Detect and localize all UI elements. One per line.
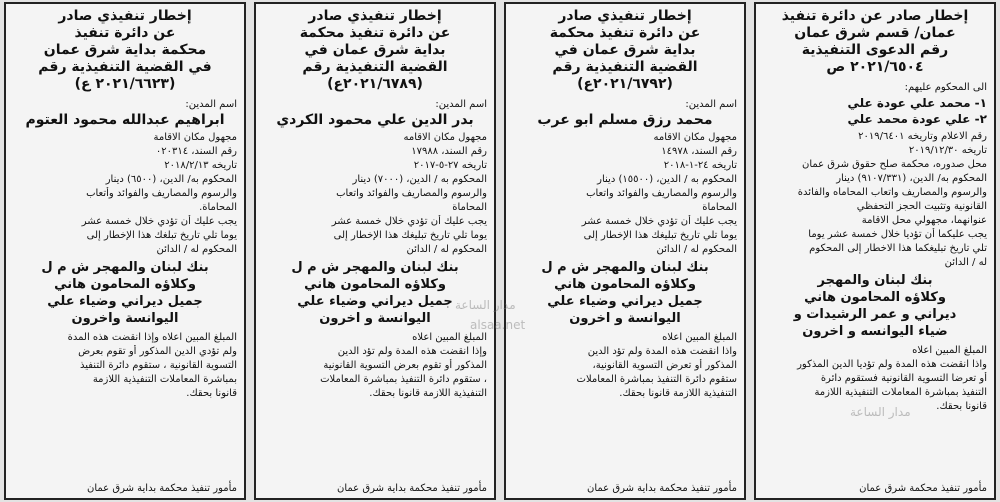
notice-footer: مأمور تنفيذ محكمة بداية شرق عمان: [337, 483, 487, 494]
debtor-name: بدر الدين علي محمود الكردي: [276, 112, 474, 128]
info-line: تاريخه ٢٤-١-٢٠١٨: [663, 160, 737, 171]
debtor-label: اسم المدين:: [435, 99, 487, 110]
respondent-item: ٢- علي عودة محمد علي: [847, 112, 987, 126]
deadline-paragraph: يجب عليك أن تؤدي خلال خمسة عشر يوما تلي تاريخ تبليغك هذا الإخطار إلى المحكوم له / الدائن: [581, 216, 737, 255]
info-line: تاريخه ٢٠١٨/٢/١٣: [164, 160, 237, 171]
notice-footer: مأمور تنفيذ محكمة بداية شرق عمان: [87, 483, 237, 494]
deadline-paragraph: يجب عليكما أن تؤديا خلال خمسة عشر يوما تلي تاريخ تبليغكما هذا الاخطار إلى المحكوم له / الدائن: [808, 229, 987, 268]
info-line: رقم السند، ٠٢٠٣١٤: [155, 146, 237, 157]
info-line: المحكوم به / الدين، (٧٠٠٠) دينار: [352, 174, 487, 185]
creditor-block: بنك لبنان والمهجر ش م ل وكلاؤه المحامون هاني جميل ديراني وضياء علي اليوانسة واخرون: [41, 260, 209, 326]
fees-paragraph: والرسوم والمصاريف والفوائد وأتعاب المحاماة.: [86, 188, 237, 213]
fees-paragraph: والرسوم والمصاريف واتعاب المحاماه والفائدة القانونية وتثبيت الحجز التحفظي عنوانهما، مجهولي محل الاقامة: [797, 187, 987, 226]
debtor-label: اسم المدين:: [185, 99, 237, 110]
debtor-label: اسم المدين:: [685, 99, 737, 110]
notice-title: إخطار تنفيذي صادر عن دائرة تنفيذ محكمة بداية شرق عمان في القضية التنفيذية رقم (٢٠٢١/٦٦٢٣ ع): [38, 8, 212, 92]
watermark-logo-text: مدار الساعة: [455, 298, 516, 312]
info-line: المحكوم به/ الدين، (٦٥٠٠) دينار: [105, 174, 237, 185]
notice-footer: مأمور تنفيذ محكمة بداية شرق عمان: [587, 483, 737, 494]
notice-east-amman-6504: [754, 2, 996, 500]
info-line: مجهول مكان الاقامه: [403, 132, 487, 143]
respondents-list: [763, 95, 987, 127]
deadline-paragraph: يجب عليك أن تؤدي خلال خمسة عشر يوما تلي تاريخ تبليغك هذا الإخطار إلى المحكوم له / الدائن: [331, 216, 487, 255]
info-line: رقم السند، ١٤٩٧٨: [661, 146, 737, 157]
creditor-block: بنك لبنان والمهجر ش م ل وكلاؤه المحامون هاني جميل ديراني وضياء علي اليوانسة و اخرون: [291, 260, 459, 326]
info-line: المحكوم به/ الدين، (٩١٠٧/٣٣١) دينار: [836, 173, 987, 184]
creditor-block: بنك لبنان والمهجر ش م ل وكلاؤه المحامون هاني جميل ديراني وضياء علي اليوانسة و اخرون: [541, 260, 709, 326]
fees-paragraph: والرسوم والمصاريف والفوائد واتعاب المحاماة: [336, 188, 487, 213]
info-line: رقم السند، ١٧٩٨٨: [411, 146, 487, 157]
closing-paragraph: المبلغ المبين اعلاه واذا انقضت هذه المدة ولم تؤديا الدين المذكور أو تعرضا التسوية القانونية فستقوم دائرة التنفيذ بمباشرة المعاملات التنفيذية اللازمة قانونا بحقك.: [797, 345, 987, 412]
notice-title: إخطار تنفيذي صادر عن دائرة تنفيذ محكمة بداية شرق عمان في القضية التنفيذية رقم (٢٠٢١/٦٧٩٢ع): [549, 8, 701, 92]
info-line: تاريخه ٢٠١٩/١٢/٣٠: [908, 145, 987, 156]
info-line: مجهول مكان الاقامة: [153, 132, 237, 143]
closing-paragraph: المبلغ المبين اعلاه وإذا انقضت هذه المدة ولم تؤد الدين المذكور أو تقوم بعرض التسوية القانونية ، ستقوم دائرة التنفيذ بمباشرة المعاملات التنفيذية اللازمة قانونا بحقك.: [320, 332, 487, 399]
creditor-block: بنك لبنان والمهجر وكلاؤه المحامون هاني ديراني و عمر الرشيدات و ضياء اليوانسه و اخرون: [793, 273, 957, 339]
watermark-logo-text: مدار الساعة: [850, 405, 911, 419]
watermark-url: alsaa.net: [470, 318, 526, 332]
notice-title: إخطار صادر عن دائرة تنفيذ عمان/ قسم شرق عمان رقم الدعوى التنفيذية ٢٠٢١/٦٥٠٤ ص: [781, 8, 969, 75]
info-line: مجهول مكان الاقامه: [653, 132, 737, 143]
deadline-paragraph: يجب عليك أن تؤدي خلال خمسة عشر يوما تلي تاريخ تبلغك هذا الإخطار إلى المحكوم له / الدائن: [81, 216, 237, 255]
notice-case-6789: [254, 2, 496, 500]
notice-title: إخطار تنفيذي صادر عن دائرة تنفيذ محكمة بداية شرق عمان في القضية التنفيذية رقم (٢٠٢١/٦٧٨٩ع): [299, 8, 451, 92]
debtor-name: محمد رزق مسلم ابو عرب: [537, 112, 713, 128]
closing-paragraph: المبلغ المبين اعلاه وإذا انقضت هذه المدة ولم تؤدي الدين المذكور أو تقوم بعرض التسوية القانونية ، ستقوم دائرة التنفيذ بمباشرة المعاملات التنفيذية اللازمة قانونا بحقك.: [67, 332, 237, 399]
respondents-label: الى المحكوم عليهم:: [904, 82, 987, 93]
notice-case-6623: [4, 2, 246, 500]
info-line: محل صدوره، محكمة صلح حقوق شرق عمان: [801, 159, 987, 170]
fees-paragraph: والرسوم والمصاريف والفوائد واتعاب المحاماة: [586, 188, 737, 213]
notice-footer: مأمور تنفيذ محكمة شرق عمان: [859, 483, 987, 494]
info-line: المحكوم به / الدين، (١٥٥٠٠) دينار: [597, 174, 737, 185]
notice-case-6792: [504, 2, 746, 500]
closing-paragraph: المبلغ المبين اعلاه واذا انقضت هذه المدة ولم تؤد الدين المذكور أو تعرض التسوية القانونية، ستقوم دائرة التنفيذ بمباشرة المعاملات التنفيذية اللازمة قانونا بحقك.: [576, 332, 737, 399]
debtor-name: ابراهيم عبدالله محمود العتوم: [25, 112, 225, 128]
info-line: تاريخه ٢٧-٥-٢٠١٧: [413, 160, 487, 171]
info-line: رقم الاعلام وتاريخه ٢٠١٩/٦٤٠١: [858, 131, 987, 142]
respondent-item: ١- محمد علي عودة علي: [847, 96, 987, 110]
